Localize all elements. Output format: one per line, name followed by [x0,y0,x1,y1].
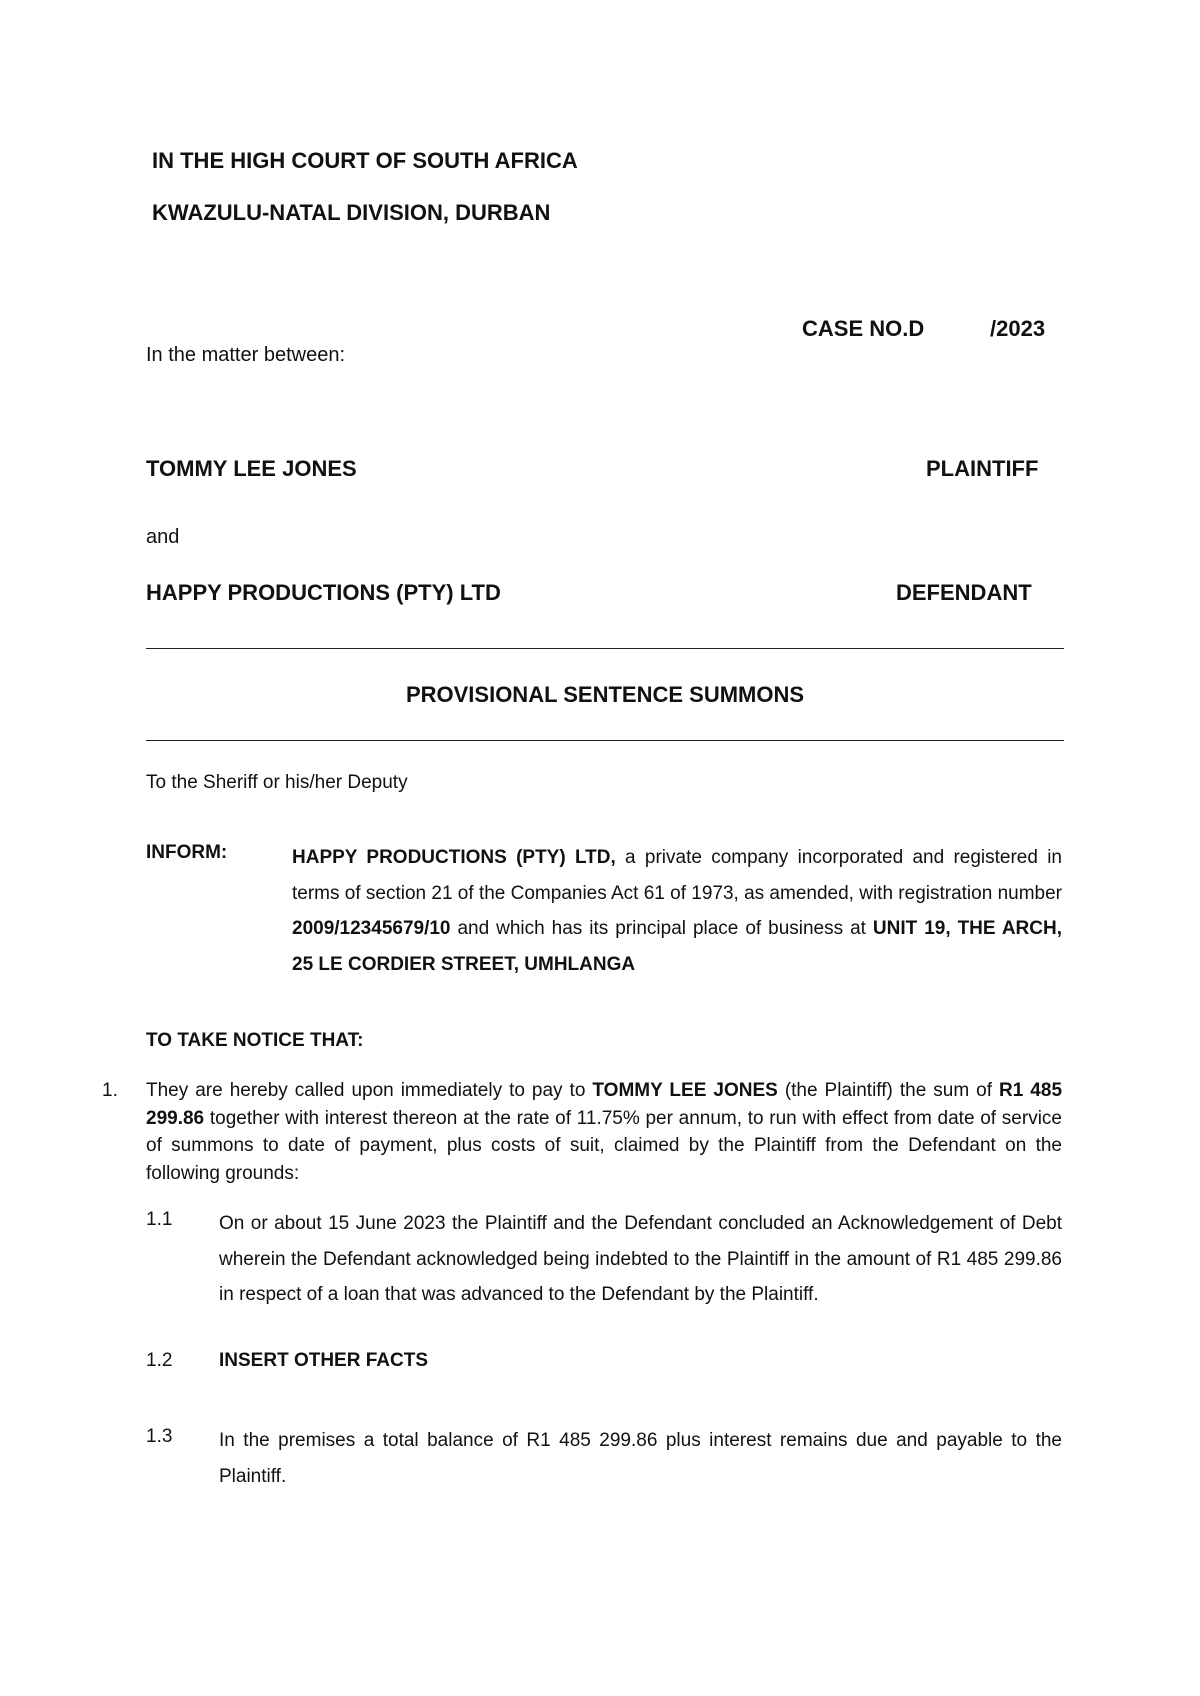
addressee: To the Sheriff or his/her Deputy [146,772,408,793]
inform-text-2: and which has its principal place of business at [450,918,873,939]
title-bottom-rule [146,740,1064,741]
inform-text-1: a private company incorporated and registered in terms of section 21 of the Companies Act 61 of 1973, as amended, with registration number [292,847,1062,904]
inform-paragraph [292,840,1062,982]
party-conjunction: and [146,526,180,548]
plaintiff-role: PLAINTIFF [926,456,1039,481]
case-number-year: /2023 [990,316,1046,341]
para-1-text-1: They are hereby called upon immediately to pay to [146,1080,593,1101]
inform-address: UNIT 19, THE ARCH, 25 LE CORDIER STREET, UMHLANGA [292,918,1062,975]
court-division: KWAZULU-NATAL DIVISION, DURBAN [152,200,551,225]
notice-heading: TO TAKE NOTICE THAT: [146,1030,364,1051]
para-1-text-3: together with interest thereon at the rate of 11.75% per annum, to run with effect from date of service of summons to date of payment, plus costs of suit, claimed by the Plaintiff from the Defendant on the following grounds: [146,1107,1062,1184]
court-name: IN THE HIGH COURT OF SOUTH AFRICA [152,148,578,173]
plaintiff-name: TOMMY LEE JONES [146,456,357,481]
subpara-1-2-number: 1.2 [146,1350,173,1371]
para-1-amount: R1 485 299.86 [146,1080,1063,1129]
subpara-1-3-text: In the premises a total balance of R1 485 299.86 plus interest remains due and payable to the Plaintiff. [219,1430,1062,1487]
subpara-1-3-number: 1.3 [146,1426,173,1447]
inform-registration-number: 2009/12345679/10 [292,918,451,939]
para-1-number: 1. [102,1080,118,1101]
subpara-1-1-text: On or about 15 June 2023 the Plaintiff and the Defendant concluded an Acknowledgement of Debt wherein the Defendant acknowledged being indebted to the Plaintiff in the amount of R1 485 299.86 in respect of a loan that was advanced to the Defendant by the Plaintiff. [219,1213,1062,1305]
case-number-label: CASE NO.D [802,316,925,341]
para-1-text-2: (the Plaintiff) the sum of [777,1080,1000,1101]
subpara-1-2-text: INSERT OTHER FACTS [219,1350,429,1371]
para-1-text [146,1077,1062,1187]
inform-label: INFORM: [146,842,228,863]
para-1-name: TOMMY LEE JONES [592,1080,778,1101]
matter-between: In the matter between: [146,344,346,366]
defendant-name: HAPPY PRODUCTIONS (PTY) LTD [146,580,501,605]
subpara-1-1-number: 1.1 [146,1209,173,1230]
inform-company: HAPPY PRODUCTIONS (PTY) LTD, [292,847,616,868]
document-title: PROVISIONAL SENTENCE SUMMONS [405,682,805,707]
defendant-role: DEFENDANT [896,580,1032,605]
title-top-rule [146,648,1064,649]
